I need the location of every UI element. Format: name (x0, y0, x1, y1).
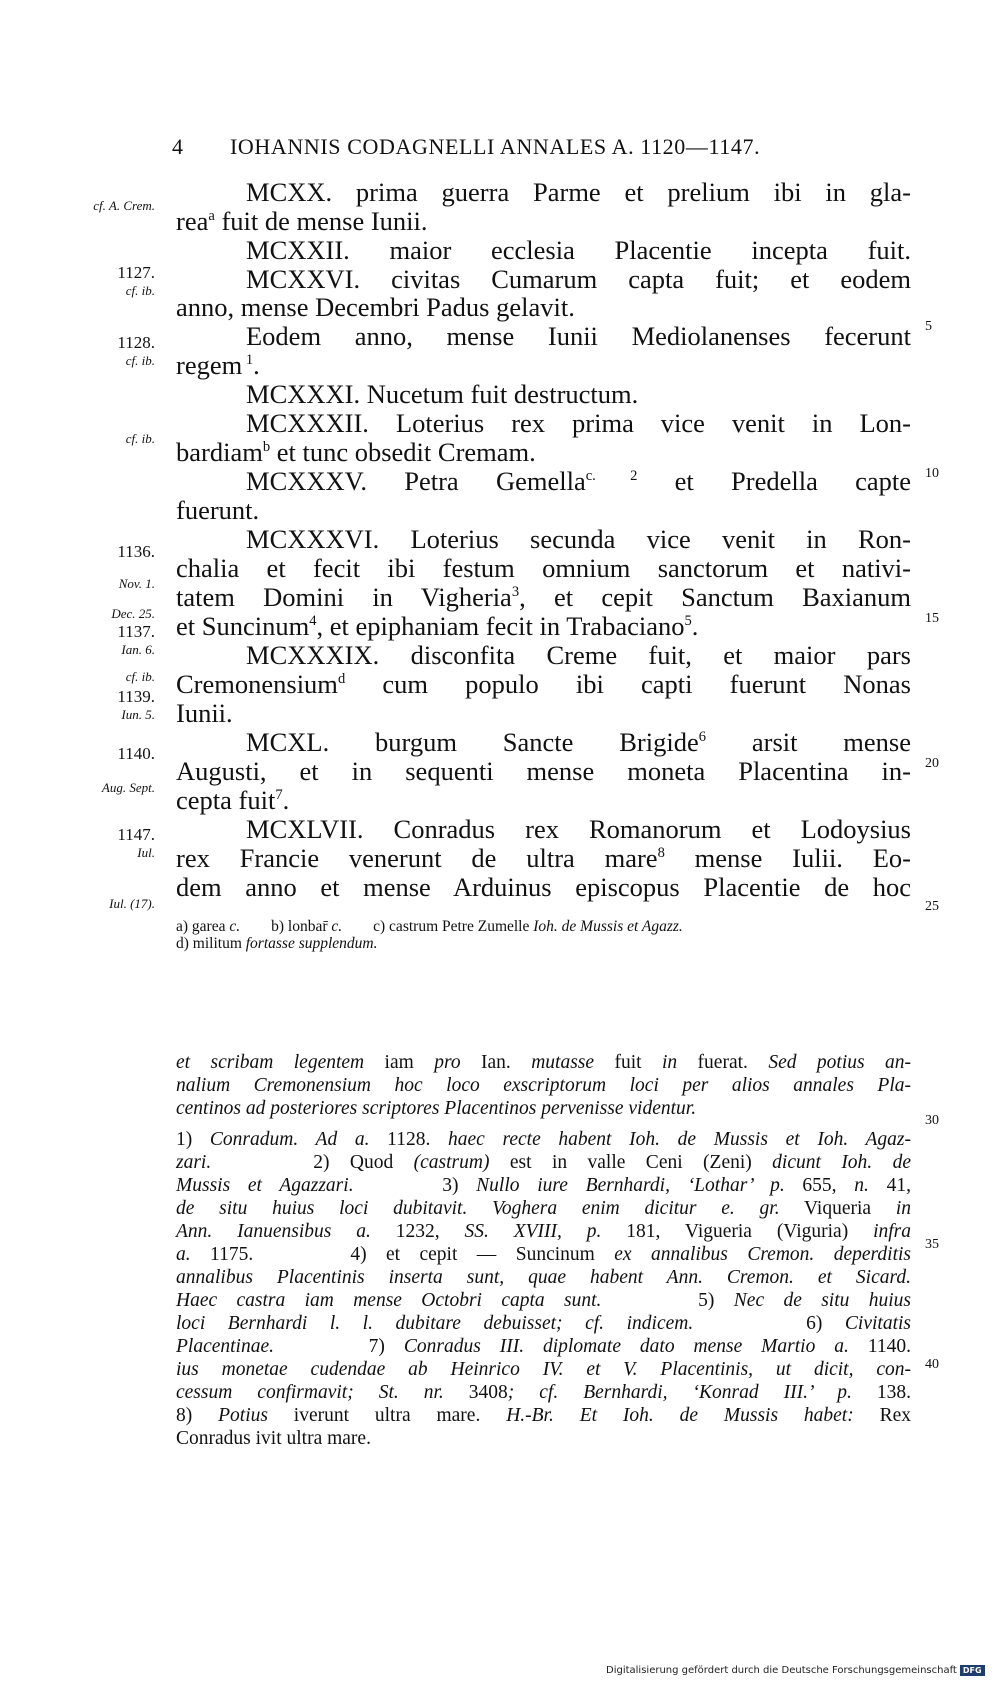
running-header (172, 134, 848, 160)
apparatus-line: a) garea c. b) lonbar̄ c. c) castrum Petre Zumelle Ioh. de Mussis et Agazz. (176, 918, 683, 935)
line-number: 30 (925, 1113, 939, 1128)
main-text-line: MCXL. burgum Sancte Brigide$^6$ arsit mense (246, 727, 911, 757)
margin-note-sub: cf. ib. (125, 353, 155, 368)
note-line: a. 1175. 4) et cepit — Suncinum ex annalibus Cremon. deperditis (176, 1244, 911, 1265)
note-line: zari. 2) Quod (castrum) est in valle Ceni (Zeni) dicunt Ioh. de (176, 1152, 911, 1173)
digitization-footer (606, 1665, 985, 1676)
margin-note-text: 1137. (117, 622, 155, 641)
margin-note (0, 264, 155, 300)
margin-note (0, 895, 155, 913)
note-line: nalium Cremonensium hoc loco exscriptorum loci per alios annales Pla- (176, 1075, 911, 1096)
main-text-line: MCXXVI. civitas Cumarum capta fuit; et eodem (246, 264, 911, 294)
margin-note (0, 430, 155, 448)
margin-note-sub: Iul. (137, 845, 155, 860)
line-number: 35 (925, 1237, 939, 1252)
line-number: 5 (925, 319, 932, 334)
margin-note (0, 623, 155, 659)
footer-text: Digitalisierung gefördert durch die Deutsche Forschungsgemeinschaft (606, 1665, 957, 1676)
margin-note-sub: Ian. 6. (121, 642, 155, 657)
main-text-line: Augusti, et in sequenti mense moneta Placentina in- (176, 756, 911, 786)
note-line: annalibus Placentinis inserta sunt, quae habent Ann. Cremon. et Sicard. (176, 1267, 911, 1288)
margin-note (0, 779, 155, 797)
margin-note-text: 1127. (117, 263, 155, 282)
margin-note (0, 826, 155, 862)
note-line: cessum confirmavit; St. nr. 3408; cf. Bernhardi, ‘Konrad III.’ p. 138. (176, 1382, 912, 1403)
main-text-line: rea$^a$ fuit de mense Iunii. (176, 206, 428, 236)
line-number: 20 (925, 756, 939, 771)
main-text-line: regem $^1$. (176, 350, 260, 380)
apparatus-line: d) militum fortasse supplendum. (176, 935, 378, 952)
main-text-line: MCXXXV. Petra Gemella$^{c. 2}$ et Predella capte (246, 466, 911, 496)
margin-note (0, 543, 155, 561)
margin-note (0, 197, 155, 215)
main-text-line: rex Francie venerunt de ultra mare$^8$ mense Iulii. Eo- (176, 843, 912, 873)
page-number: 4 (172, 134, 184, 159)
main-text-line: Eodem anno, mense Iunii Mediolanenses fecerunt (246, 321, 911, 351)
note-line: 1) Conradum. Ad a. 1128. haec recte habent Ioh. de Mussis et Ioh. Agaz- (176, 1129, 912, 1150)
main-text-line: MCXLVII. Conradus rex Romanorum et Lodoysius (246, 814, 911, 844)
line-number: 40 (925, 1357, 939, 1372)
note-line: Placentinae. 7) Conradus III. diplomate dato mense Martio a. 1140. (176, 1336, 911, 1357)
main-text-line: MCXX. prima guerra Parme et prelium ibi in gla- (246, 177, 911, 207)
margin-note-text: 1147. (117, 825, 155, 844)
margin-note (0, 668, 155, 686)
note-line: et scribam legentem iam pro Ian. mutasse fuit in fuerat. Sed potius an- (176, 1052, 911, 1073)
margin-note-text: cf. ib. (125, 669, 155, 684)
margin-note-text: cf. A. Crem. (93, 198, 155, 213)
margin-note (0, 605, 155, 623)
margin-note-sub: Iun. 5. (121, 707, 155, 722)
main-text-line: MCXXII. maior ecclesia Placentie incepta fuit. (246, 235, 911, 265)
margin-note (0, 688, 155, 724)
note-line: Haec castra iam mense Octobri capta sunt. 5) Nec de situ huius (176, 1290, 912, 1311)
main-text-line: dem anno et mense Arduinus episcopus Placentie de hoc (176, 872, 911, 902)
note-line: Conradus ivit ultra mare. (176, 1428, 371, 1449)
note-line: Ann. Ianuensibus a. 1232, SS. XVIII, p. 181, Vigueria (Viguria) infra (176, 1221, 911, 1242)
main-text-line: fuerunt. (176, 495, 260, 525)
main-text-line: MCXXXVI. Loterius secunda vice venit in Ron- (246, 524, 911, 554)
margin-note-text: Iul. (17). (109, 896, 155, 911)
main-text-line: MCXXXII. Loterius rex prima vice venit in Lon- (246, 408, 911, 438)
margin-note-text: 1139. (117, 687, 155, 706)
main-text-line: anno, mense Decembri Padus gelavit. (176, 292, 575, 322)
margin-note-text: 1140. (117, 744, 155, 763)
margin-note-text: 1128. (117, 333, 155, 352)
margin-note (0, 334, 155, 370)
note-line: 8) Potius iverunt ultra mare. H.-Br. Et Ioh. de Mussis habet: Rex (176, 1405, 911, 1426)
margin-note-text: Dec. 25. (111, 606, 155, 621)
main-text-line: MCXXXIX. disconfita Creme fuit, et maior pars (246, 640, 911, 670)
line-number: 15 (925, 611, 939, 626)
main-text-line: tatem Domini in Vigheria$^3$, et cepit Sanctum Baxianum (176, 582, 911, 612)
margin-note (0, 575, 155, 593)
line-number: 10 (925, 466, 939, 481)
main-text-line: chalia et fecit ibi festum omnium sanctorum et nativi- (176, 553, 911, 583)
margin-note-text: Aug. Sept. (101, 780, 155, 795)
main-text-line: Iunii. (176, 698, 233, 728)
main-text-line: MCXXXI. Nucetum fuit destructum. (246, 379, 639, 409)
line-number: 25 (925, 899, 939, 914)
margin-note-text: Nov. 1. (118, 576, 155, 591)
margin-note (0, 745, 155, 763)
main-text-line: bardiam$^b$ et tunc obsedit Cremam. (176, 437, 536, 467)
running-title: IOHANNIS CODAGNELLI ANNALES A. 1120—1147. (230, 134, 761, 159)
main-text-line: cepta fuit$^7$. (176, 785, 290, 815)
main-text-line: Cremonensium$^d$ cum populo ibi capti fuerunt Nonas (176, 669, 911, 699)
margin-note-text: cf. ib. (125, 431, 155, 446)
margin-note-sub: cf. ib. (125, 283, 155, 298)
main-text-line: et Suncinum$^4$, et epiphaniam fecit in Trabaciano$^5$. (176, 611, 699, 641)
note-line: centinos ad posteriores scriptores Placentinos pervenisse videntur. (176, 1098, 697, 1119)
note-line: Mussis et Agazzari. 3) Nullo iure Bernhardi, ‘Lothar’ p. 655, n. 41, (176, 1175, 912, 1196)
margin-note-text: 1136. (117, 542, 155, 561)
note-line: de situ huius loci dubitavit. Voghera enim dicitur e. gr. Viqueria in (176, 1198, 911, 1219)
dfg-logo: DFG (960, 1665, 985, 1676)
note-line: ius monetae cudendae ab Heinrico IV. et V. Placentinis, ut dicit, con- (176, 1359, 911, 1380)
note-line: loci Bernhardi l. l. dubitare debuisset; cf. indicem. 6) Civitatis (176, 1313, 911, 1334)
